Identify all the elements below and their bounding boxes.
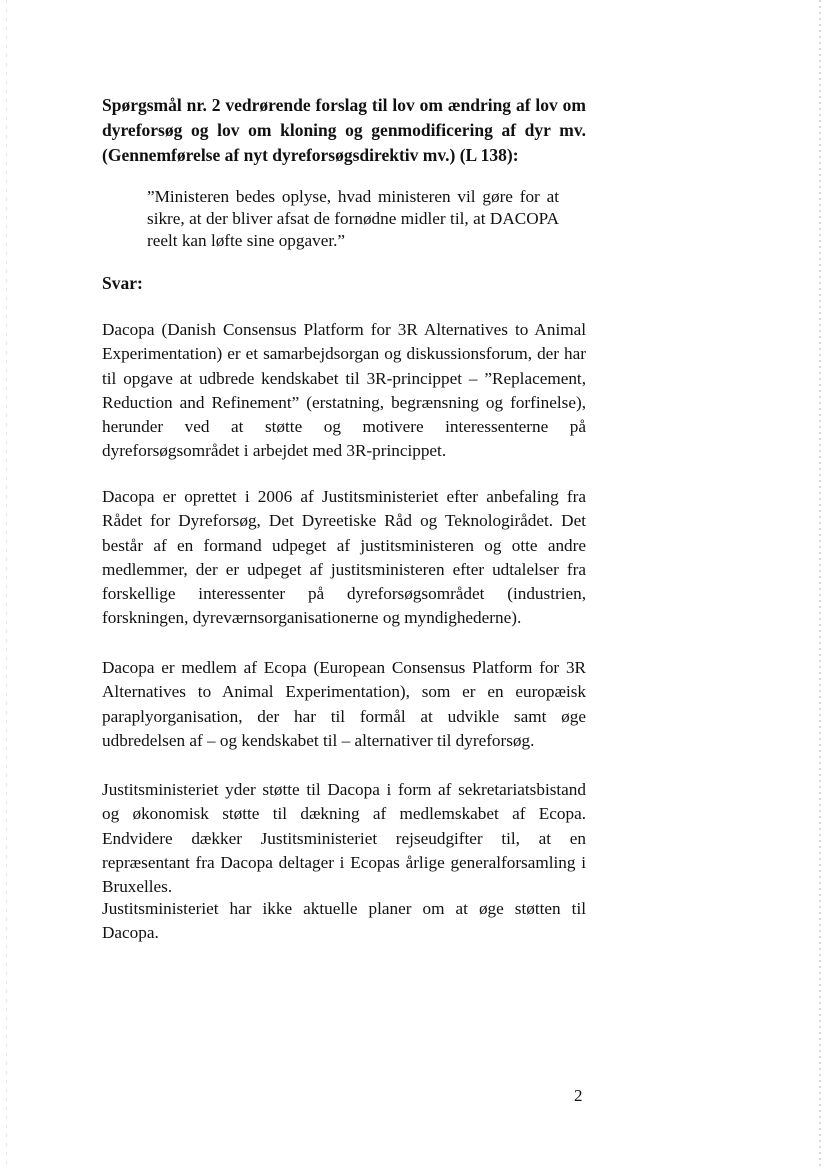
answer-heading: Svar: — [102, 273, 143, 293]
paragraph-dacopa-definition: Dacopa (Danish Consensus Platform for 3R Alternatives to Animal Experimentation) er et samarbejdsorgan og diskussionsforum, der har til opgave at udbrede kendskabet til 3R-princippet – ”Replacement, Reduction and Refinement” (erstatning, begrænsning og forfinelse), herunder ved at støtte og motivere interessenterne på dyreforsøgsområdet i arbejdet med 3R-princippet. — [102, 320, 586, 461]
question-quote: ”Ministeren bedes oplyse, hvad ministeren vil gøre for at sikre, at der bliver afsat de fornødne midler til, at DACOPA reelt kan løfte sine opgaver.” — [147, 187, 559, 250]
scan-edge-right — [819, 0, 821, 1168]
paragraph-ecopa-membership: Dacopa er medlem af Ecopa (European Consensus Platform for 3R Alternatives to Animal Experimentation), som er en europæisk paraplyorganisation, der har til formål at udvikle samt øge udbredelsen af – og kendskabet til – alternativer til dyreforsøg. — [102, 658, 586, 750]
page-number: 2 — [574, 1086, 583, 1105]
paragraph-ministry-support: Justitsministeriet yder støtte til Dacopa i form af sekretariatsbistand og økonomisk støtte til dækning af medlemskabet af Ecopa. Endvidere dækker Justitsministeriet rejseudgifter til, at en repræsentant fra Dacopa deltager i Ecopas årlige generalforsamling i Bruxelles. — [102, 780, 586, 897]
question-heading: Spørgsmål nr. 2 vedrørende forslag til lov om ændring af lov om dyreforsøg og lov om kloning og genmodificering af dyr mv. (Gennemførelse af nyt dyreforsøgsdirektiv mv.) (L 138): — [102, 95, 586, 165]
scan-edge-left — [6, 0, 7, 1168]
paragraph-dacopa-founding: Dacopa er oprettet i 2006 af Justitsministeriet efter anbefaling fra Rådet for Dyreforsøg, Det Dyreetiske Råd og Teknologirådet. Det består af en formand udpeget af justitsministeren og otte andre medlemmer, der er udpeget af justitsministeren efter udtalelser fra forskellige interessenter på dyreforsøgsområdet (industrien, forskningen, dyreværnsorganisationerne og myndighederne). — [102, 487, 586, 628]
paragraph-conclusion: Justitsministeriet har ikke aktuelle planer om at øge støtten til Dacopa. — [102, 899, 586, 943]
